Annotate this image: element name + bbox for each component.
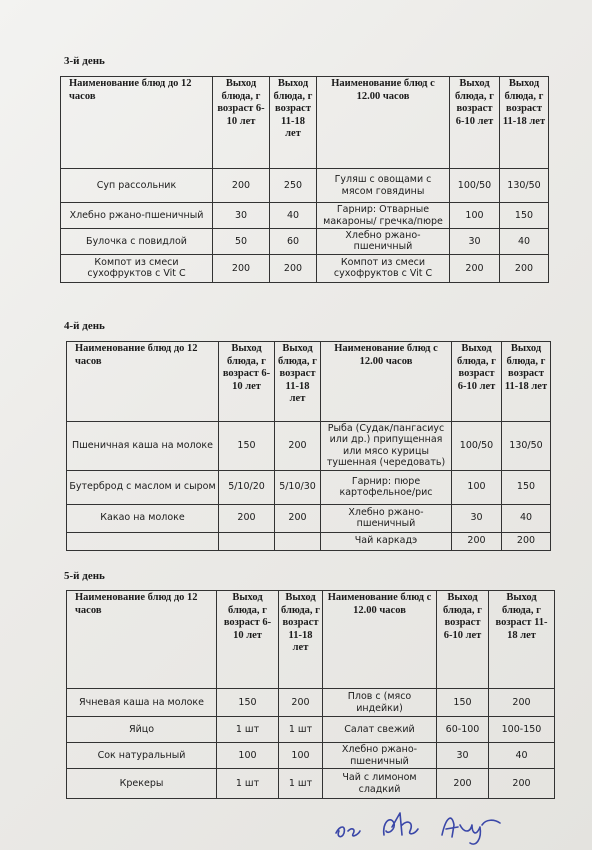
header-yield-11-18: Выход блюда, г возраст 11-18 лет [502, 342, 551, 422]
day-4-table [66, 341, 551, 551]
table-cell: Чай с лимоном сладкий [323, 769, 437, 799]
table-row [67, 470, 551, 504]
table-row [67, 532, 551, 550]
table-cell: 200 [213, 254, 270, 282]
table-cell [275, 532, 321, 550]
table-cell: 100 [450, 203, 500, 229]
header-yield-6-10: Выход блюда, г возраст 6-10 лет [450, 77, 500, 169]
header-yield-11-18: Выход блюда, г возраст 11-18 лет [275, 342, 321, 422]
table-cell: Бутерброд с маслом и сыром [67, 470, 219, 504]
table-cell: Гарнир: пюре картофельное/рис [321, 470, 452, 504]
header-yield-6-10: Выход блюда, г возраст 6-10 лет [217, 591, 279, 689]
table-cell: 30 [437, 743, 489, 769]
table-row [67, 422, 551, 471]
table-cell: 100 [217, 743, 279, 769]
header-dish-until-12: Наименование блюд до 12 часов [67, 342, 219, 422]
table-cell: 60 [270, 229, 317, 255]
table-cell: Сок натуральный [67, 743, 217, 769]
table-cell: 200 [219, 504, 275, 532]
table-cell: Компот из смеси сухофруктов с Vit C [317, 254, 450, 282]
table-cell: 150 [219, 422, 275, 471]
header-dish-from-12: Наименование блюд с 12.00 часов [317, 77, 450, 169]
table-cell: 200 [452, 532, 502, 550]
table-cell: 200 [450, 254, 500, 282]
table-cell: Гарнир: Отварные макароны/ гречка/пюре [317, 203, 450, 229]
table-cell: Какао на молоке [67, 504, 219, 532]
table-cell: 40 [502, 504, 551, 532]
table-row [67, 743, 555, 769]
table-cell: 100/50 [452, 422, 502, 471]
header-yield-6-10: Выход блюда, г возраст 6-10 лет [219, 342, 275, 422]
table-row [61, 229, 549, 255]
table-cell: Суп рассольник [61, 169, 213, 203]
table-cell: 200 [275, 422, 321, 471]
handwritten-signature [330, 805, 510, 847]
table-cell: 5/10/30 [275, 470, 321, 504]
table-cell: 30 [450, 229, 500, 255]
table-row [67, 689, 555, 717]
header-dish-until-12: Наименование блюд до 12 часов [67, 591, 217, 689]
table-cell [67, 532, 219, 550]
header-dish-from-12: Наименование блюд с 12.00 часов [321, 342, 452, 422]
header-yield-6-10: Выход блюда, г возраст 6-10 лет [213, 77, 270, 169]
table-row [67, 504, 551, 532]
table-cell: 40 [270, 203, 317, 229]
table-cell: 200 [279, 689, 323, 717]
table-cell: Хлебно ржано-пшеничный [321, 504, 452, 532]
table-cell: 150 [502, 470, 551, 504]
table-cell: Плов с (мясо индейки) [323, 689, 437, 717]
table-cell: 1 шт [217, 717, 279, 743]
table-row [61, 254, 549, 282]
table-cell: Яйцо [67, 717, 217, 743]
table-cell: 100 [279, 743, 323, 769]
table-cell: Булочка с повидлой [61, 229, 213, 255]
table-cell: 100-150 [489, 717, 555, 743]
table-row [61, 169, 549, 203]
day-3-table [60, 76, 549, 283]
table-cell: 40 [500, 229, 549, 255]
header-dish-from-12: Наименование блюд с 12.00 часов [323, 591, 437, 689]
header-yield-11-18: Выход блюда, г возраст 11-18 лет [279, 591, 323, 689]
table-cell: 5/10/20 [219, 470, 275, 504]
table-cell: Пшеничная каша на молоке [67, 422, 219, 471]
header-yield-6-10: Выход блюда, г возраст 6-10 лет [437, 591, 489, 689]
table-cell: Крекеры [67, 769, 217, 799]
table-cell: 200 [275, 504, 321, 532]
table-cell: 200 [502, 532, 551, 550]
table-row [67, 717, 555, 743]
table-cell: Хлебно ржано-пшеничный [323, 743, 437, 769]
header-yield-11-18: Выход блюда, г возраст 11-18 лет [489, 591, 555, 689]
table-cell: 130/50 [502, 422, 551, 471]
table-cell: 60-100 [437, 717, 489, 743]
table-header-row [61, 77, 549, 169]
table-cell [219, 532, 275, 550]
day-5-table [66, 590, 555, 799]
table-cell: 1 шт [279, 769, 323, 799]
table-cell: 100/50 [450, 169, 500, 203]
day-5-title: 5-й день [64, 570, 105, 582]
table-cell: 250 [270, 169, 317, 203]
table-cell: 130/50 [500, 169, 549, 203]
header-yield-11-18: Выход блюда, г возраст 11-18 лет [500, 77, 549, 169]
table-cell: 200 [270, 254, 317, 282]
day-3-title: 3-й день [64, 55, 105, 67]
table-cell: 30 [213, 203, 270, 229]
table-cell: 100 [452, 470, 502, 504]
table-cell: 150 [217, 689, 279, 717]
table-cell: 50 [213, 229, 270, 255]
day-4-title: 4-й день [64, 320, 105, 332]
table-cell: Гуляш с овощами с мясом говядины [317, 169, 450, 203]
table-row [67, 769, 555, 799]
table-cell: 200 [489, 689, 555, 717]
table-cell: 150 [437, 689, 489, 717]
table-cell: 30 [452, 504, 502, 532]
table-cell: 40 [489, 743, 555, 769]
table-cell: 1 шт [279, 717, 323, 743]
table-cell: Ячневая каша на молоке [67, 689, 217, 717]
table-cell: Салат свежий [323, 717, 437, 743]
table-header-row [67, 342, 551, 422]
table-cell: 1 шт [217, 769, 279, 799]
table-cell: Рыба (Судак/пангасиус или др.) припущенная или мясо курицы тушенная (чередовать) [321, 422, 452, 471]
table-cell: 200 [213, 169, 270, 203]
header-dish-until-12: Наименование блюд до 12 часов [61, 77, 213, 169]
table-cell: 150 [500, 203, 549, 229]
table-cell: 200 [500, 254, 549, 282]
table-cell: Компот из смеси сухофруктов с Vit C [61, 254, 213, 282]
header-yield-11-18: Выход блюда, г возраст 11-18 лет [270, 77, 317, 169]
table-row [61, 203, 549, 229]
table-cell: 200 [489, 769, 555, 799]
table-cell: 200 [437, 769, 489, 799]
table-cell: Чай каркадэ [321, 532, 452, 550]
header-yield-6-10: Выход блюда, г возраст 6-10 лет [452, 342, 502, 422]
table-cell: Хлебно ржано-пшеничный [61, 203, 213, 229]
table-cell: Хлебно ржано-пшеничный [317, 229, 450, 255]
table-header-row [67, 591, 555, 689]
